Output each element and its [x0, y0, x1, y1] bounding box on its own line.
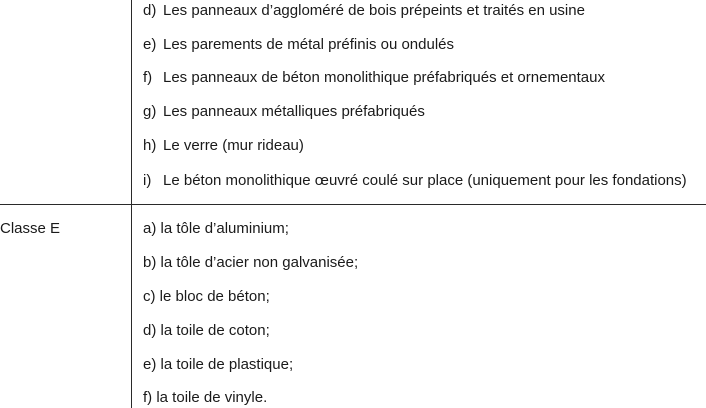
list-item: d) la toile de coton;	[143, 322, 270, 339]
list-item: e) la toile de plastique;	[143, 356, 294, 373]
list-item: g) Les panneaux métalliques préfabriqués	[143, 103, 425, 120]
list-item: e) Les parements de métal préfinis ou ondulés	[143, 36, 455, 53]
list-item: d) Les panneaux d’aggloméré de bois prépeints et traités en usine	[143, 2, 585, 19]
class-e-label: Classe E	[0, 220, 61, 237]
list-item: a) la tôle d’aluminium;	[143, 220, 289, 237]
list-item: i) Le béton monolithique œuvré coulé sur place (uniquement pour les fondations)	[143, 172, 687, 189]
list-item: b) la tôle d’acier non galvanisée;	[143, 254, 359, 271]
list-item: c) le bloc de béton;	[143, 288, 270, 305]
list-item: h) Le verre (mur rideau)	[143, 137, 304, 154]
row-divider	[0, 204, 706, 205]
list-item: f) Les panneaux de béton monolithique préfabriqués et ornementaux	[143, 69, 605, 86]
list-item: f) la toile de vinyle.	[143, 389, 268, 406]
